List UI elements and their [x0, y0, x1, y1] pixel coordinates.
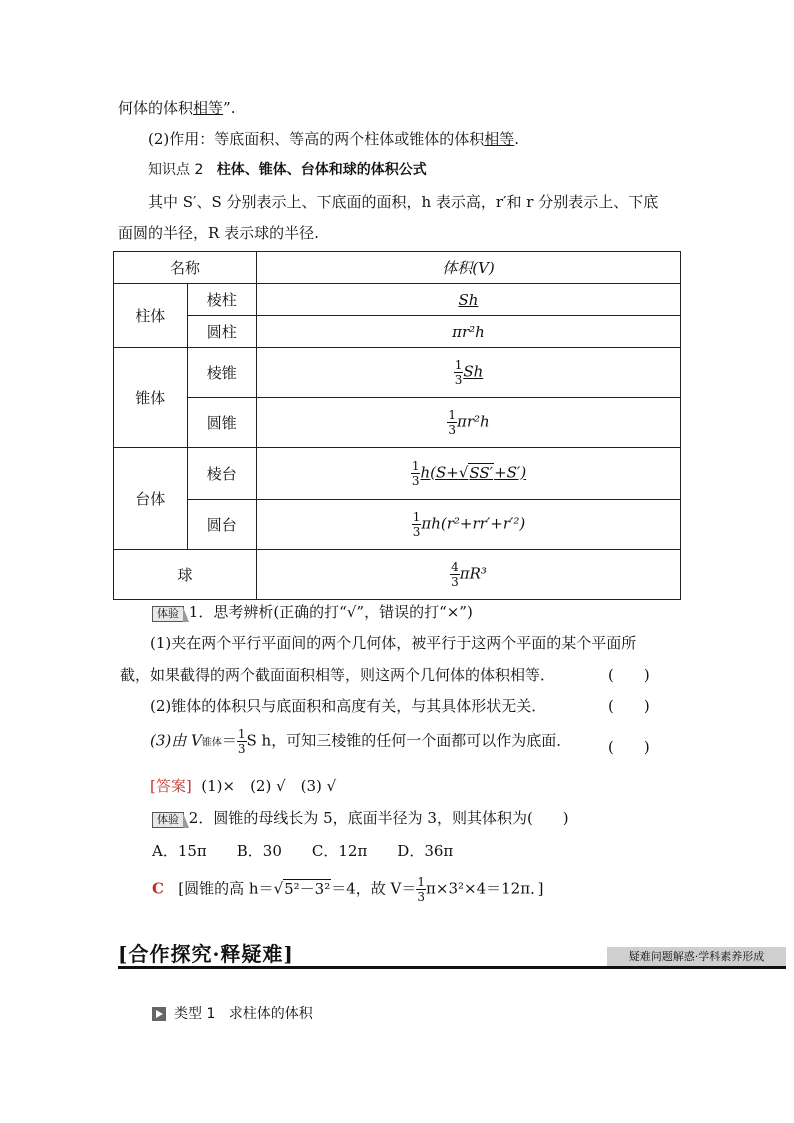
group-frustum: 台体 [114, 448, 188, 550]
exercise-1: 体验 1．思考辨析(正确的打“√”，错误的打“×”) [152, 601, 473, 622]
answer-line: [答案] (1)× (2) √ (3) √ [150, 777, 337, 795]
play-triangle-icon [152, 1007, 166, 1021]
exercise-2: 体验 2．圆锥的母线长为 5，底面半径为 3，则其体积为( ) [152, 807, 569, 828]
paragraph-continuation: 何体的体积相等”. [118, 99, 236, 117]
paragraph-function: (2)作用：等底面积、等高的两个柱体或锥体的体积相等. [148, 130, 520, 148]
row-name: 棱台 [187, 448, 257, 500]
formula-cell: $\frac{1}{3}$ πh(r²+rr′+r′²) [257, 500, 681, 550]
formula-cell: $\frac{4}{3}$ πR³ [257, 550, 681, 600]
answer-paren: ( ) [608, 666, 650, 684]
section-title: [合作探究·释疑难] [118, 942, 294, 966]
section-badge: 疑难问题解惑·学科素养形成 [607, 947, 786, 966]
options: A．15π B．30 C．12π D．36π [152, 842, 454, 860]
volume-formula-table [113, 251, 681, 600]
question-1-line-2: 截，如果截得的两个截面面积相等，则这两个几何体的体积相等． [120, 666, 556, 684]
type-heading: 类型 1 求柱体的体积 [152, 1003, 313, 1023]
formula-cell: $\frac{1}{3}$ h(S+√SS′+S′) [257, 448, 681, 500]
exercise-tag: 体验 [152, 812, 184, 828]
section-rule [118, 966, 786, 969]
exercise-tag: 体验 [152, 606, 184, 622]
group-sphere: 球 [114, 550, 257, 600]
question-2: (2)锥体的体积只与底面积和高度有关，与其具体形状无关． [150, 697, 547, 715]
solution: C [圆锥的高 h＝√5²－3²＝4，故 V＝ $\frac{1}{3}$ π×3²×4＝12π．] [152, 875, 544, 904]
question-1-line-1: (1)夹在两个平行平面间的两个几何体，被平行于这两个平面的某个平面所 [150, 634, 637, 652]
knowledge-point-heading: 知识点 2 柱体、锥体、台体和球的体积公式 [148, 162, 427, 178]
answer-paren: ( ) [608, 697, 650, 715]
formula-cell: $\frac{1}{3}$ πr²h [257, 398, 681, 448]
header-name: 名称 [114, 252, 257, 284]
group-prism: 柱体 [114, 284, 188, 348]
row-name: 圆柱 [187, 316, 257, 348]
header-volume: 体积(V) [257, 252, 681, 284]
row-name: 棱锥 [187, 348, 257, 398]
formula-cell: $\frac{1}{3}$ Sh [257, 348, 681, 398]
answer-paren: ( ) [608, 738, 650, 756]
formula-cell: πr²h [257, 316, 681, 348]
group-cone: 锥体 [114, 348, 188, 448]
question-3: (3)由 V锥体＝ $\frac{1}{3}$ S h，可知三棱锥的任何一个面都可以作为底面． [150, 727, 572, 756]
description-line-2: 面圆的半径，R 表示球的半径. [118, 224, 319, 242]
formula-cell: Sh [257, 284, 681, 316]
row-name: 棱柱 [187, 284, 257, 316]
row-name: 圆台 [187, 500, 257, 550]
description-line-1: 其中 S′、S 分别表示上、下底面的面积，h 表示高，r′和 r 分别表示上、下底 [148, 193, 659, 211]
row-name: 圆锥 [187, 398, 257, 448]
